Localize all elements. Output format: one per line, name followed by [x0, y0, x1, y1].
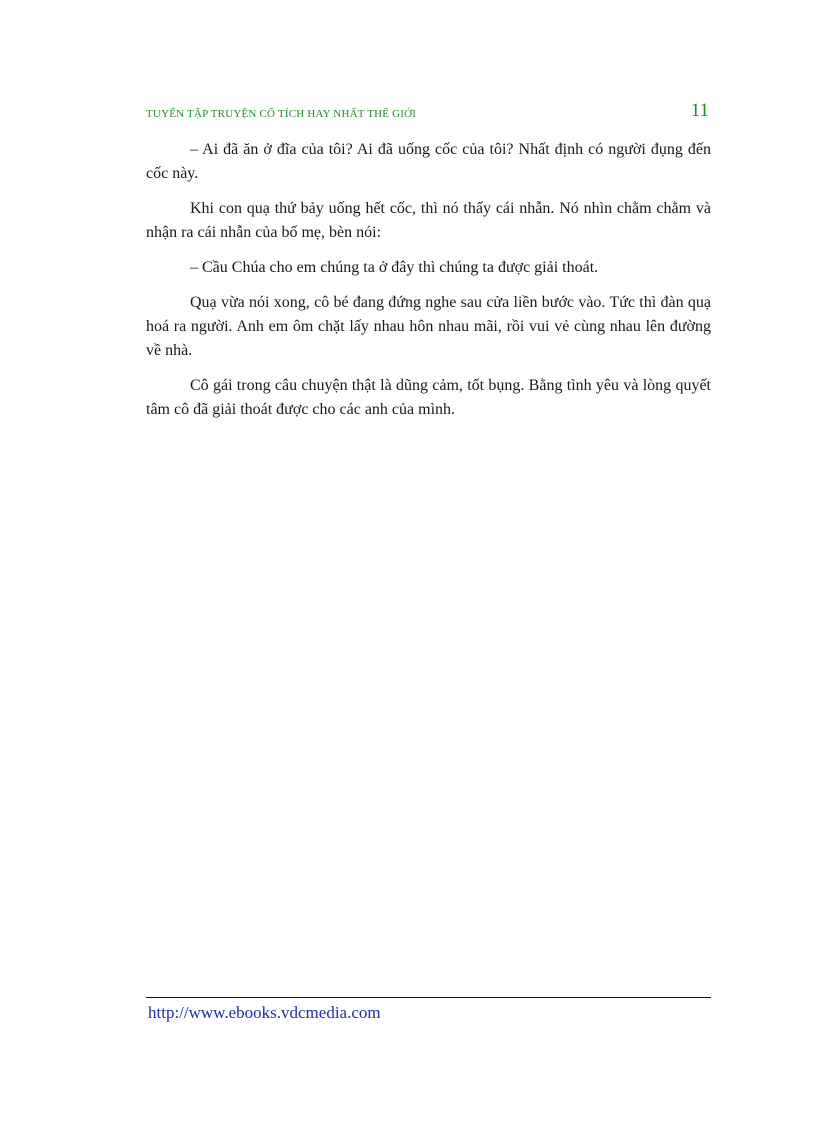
footer-divider	[146, 997, 711, 998]
footer-website-link[interactable]: http://www.ebooks.vdcmedia.com	[148, 1003, 381, 1022]
paragraph: Quạ vừa nói xong, cô bé đang đứng nghe sau cửa liền bước vào. Tức thì đàn quạ hoá ra người. Anh em ôm chặt lấy nhau hôn nhau mãi, rồi vui vẻ cùng nhau lên đường về nhà.	[146, 294, 711, 359]
paragraph: Khi con quạ thứ bảy uống hết cốc, thì nó thấy cái nhẫn. Nó nhìn chằm chằm và nhận ra cái nhẫn của bố mẹ, bèn nói:	[146, 200, 711, 241]
page-number: 11	[690, 100, 709, 121]
story-body	[146, 138, 711, 433]
paragraph: – Ai đã ăn ở đĩa của tôi? Ai đã uống cốc của tôi? Nhất định có người đụng đến cốc này.	[146, 141, 711, 182]
book-title-header: TUYỂN TẬP TRUYỆN CỔ TÍCH HAY NHẤT THẾ GIỚI	[146, 108, 417, 120]
paragraph: Cô gái trong câu chuyện thật là dũng cảm, tốt bụng. Bằng tình yêu và lòng quyết tâm cô đã giải thoát được cho các anh của mình.	[146, 377, 711, 418]
page-header	[146, 100, 711, 126]
paragraph: – Cầu Chúa cho em chúng ta ở đây thì chúng ta được giải thoát.	[190, 259, 599, 276]
